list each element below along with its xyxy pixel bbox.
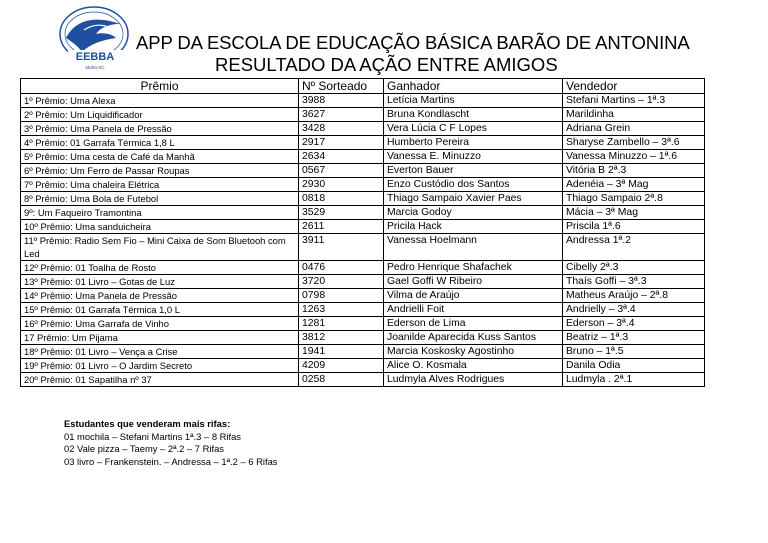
cell-numero-sorteado: 0567	[299, 164, 384, 178]
table-row	[21, 192, 705, 206]
cell-vendedor: Stefani Martins – 1ª.3	[563, 94, 705, 108]
cell-vendedor: Danila Odia	[563, 359, 705, 373]
cell-numero-sorteado: 3720	[299, 275, 384, 289]
cell-numero-sorteado: 2917	[299, 136, 384, 150]
cell-premio: 20º Prêmio: 01 Sapatilha nº 37	[21, 373, 299, 387]
cell-ganhador: Humberto Pereira	[384, 136, 563, 150]
table-row	[21, 275, 705, 289]
cell-premio: 7º Prêmio: Uma chaleira Elétrica	[21, 178, 299, 192]
cell-numero-sorteado: 0258	[299, 373, 384, 387]
cell-premio: 19º Prêmio: 01 Livro – O Jardim Secreto	[21, 359, 299, 373]
table-row	[21, 122, 705, 136]
logo-text: EEBBA	[75, 51, 115, 63]
cell-vendedor: Thiago Sampaio 2ª.8	[563, 192, 705, 206]
cell-vendedor: Vanessa Minuzzo – 1ª.6	[563, 150, 705, 164]
cell-premio: 2º Prêmio: Um Liquidificador	[21, 108, 299, 122]
table-row	[21, 136, 705, 150]
cell-premio: 14º Prêmio: Uma Panela de Pressão	[21, 289, 299, 303]
cell-premio: 17 Prêmio: Um Pijama	[21, 331, 299, 345]
cell-ganhador: Vera Lúcia C F Lopes	[384, 122, 563, 136]
cell-vendedor: Adriana Grein	[563, 122, 705, 136]
cell-numero-sorteado: 1281	[299, 317, 384, 331]
table-row	[21, 178, 705, 192]
table-row	[21, 261, 705, 275]
cell-ganhador: Letícia Martins	[384, 94, 563, 108]
cell-premio: 6º Prêmio: Um Ferro de Passar Roupas	[21, 164, 299, 178]
column-header-premio: Prêmio	[21, 79, 299, 94]
results-table	[20, 78, 705, 387]
table-row	[21, 331, 705, 345]
cell-numero-sorteado: 4209	[299, 359, 384, 373]
cell-numero-sorteado: 1941	[299, 345, 384, 359]
cell-premio: 8º Prêmio: Uma Bola de Futebol	[21, 192, 299, 206]
cell-vendedor: Bruno – 1ª.5	[563, 345, 705, 359]
cell-vendedor: Matheus Araújo – 2ª.8	[563, 289, 705, 303]
cell-vendedor: Andrielly – 3ª.4	[563, 303, 705, 317]
cell-premio: 15º Prêmio: 01 Garrafa Térmica 1,0 L	[21, 303, 299, 317]
cell-ganhador: Thiago Sampaio Xavier Paes	[384, 192, 563, 206]
table-row	[21, 303, 705, 317]
cell-premio: 3º Prêmio: Uma Panela de Pressão	[21, 122, 299, 136]
cell-premio: 4º Prêmio: 01 Garrafa Térmica 1,8 L	[21, 136, 299, 150]
column-header-vendedor: Vendedor	[563, 79, 705, 94]
table-row	[21, 94, 705, 108]
column-header-numero: Nº Sorteado	[299, 79, 384, 94]
cell-numero-sorteado: 3988	[299, 94, 384, 108]
cell-vendedor: Adenéia – 3ª Mag	[563, 178, 705, 192]
cell-numero-sorteado: 0476	[299, 261, 384, 275]
school-logo	[54, 4, 136, 72]
cell-numero-sorteado: 2930	[299, 178, 384, 192]
cell-ganhador: Ederson de Lima	[384, 317, 563, 331]
cell-ganhador: Vilma de Araújo	[384, 289, 563, 303]
table-row	[21, 359, 705, 373]
notes-line: 03 livro – Frankenstein. – Andressa – 1ª.2 – 6 Rifas	[64, 455, 278, 467]
cell-numero-sorteado: 3812	[299, 331, 384, 345]
cell-premio: 16º Prêmio: Uma Garrafa de Vinho	[21, 317, 299, 331]
cell-vendedor: Priscila 1ª.6	[563, 220, 705, 234]
table-row	[21, 150, 705, 164]
cell-ganhador: Marcia Godoy	[384, 206, 563, 220]
notes-heading: Estudantes que venderam mais rifas:	[64, 418, 231, 429]
notes-line: 02 Vale pizza – Taemy – 2ª.2 – 7 Rifas	[64, 443, 224, 454]
cell-premio: 11º Prêmio: Radio Sem Fio – Mini Caixa de Som Bluetooh com Led	[21, 234, 299, 261]
column-header-ganhador: Ganhador	[384, 79, 563, 94]
cell-vendedor: Beatriz – 1ª.3	[563, 331, 705, 345]
cell-ganhador: Gael Goffi W Ribeiro	[384, 275, 563, 289]
table-row	[21, 317, 705, 331]
cell-premio: 1º Prêmio: Uma Alexa	[21, 94, 299, 108]
cell-numero-sorteado: 3428	[299, 122, 384, 136]
cell-vendedor: Ludmyla . 2ª.1	[563, 373, 705, 387]
cell-numero-sorteado: 2611	[299, 220, 384, 234]
cell-numero-sorteado: 0798	[299, 289, 384, 303]
cell-numero-sorteado: 3529	[299, 206, 384, 220]
cell-vendedor: Ederson – 3ª.4	[563, 317, 705, 331]
cell-ganhador: Marcia Koskosky Agostinho	[384, 345, 563, 359]
cell-premio: 12º Prêmio: 01 Toalha de Rosto	[21, 261, 299, 275]
cell-premio: 13º Prêmio: 01 Livro – Gotas de Luz	[21, 275, 299, 289]
cell-ganhador: Vanessa E. Minuzzo	[384, 150, 563, 164]
page-subtitle: RESULTADO DA AÇÃO ENTRE AMIGOS	[215, 54, 558, 75]
cell-vendedor: Mácia – 3ª Mag	[563, 206, 705, 220]
table-header-row	[21, 79, 705, 94]
cell-ganhador: Bruna Kondlascht	[384, 108, 563, 122]
page-title: APP DA ESCOLA DE EDUCAÇÃO BÁSICA BARÃO DE ANTONINA	[136, 32, 690, 53]
cell-vendedor: Cibelly 2ª.3	[563, 261, 705, 275]
cell-ganhador: Alice O. Kosmala	[384, 359, 563, 373]
cell-vendedor: Marildinha	[563, 108, 705, 122]
cell-premio: 18º Prêmio: 01 Livro – Vença a Crise	[21, 345, 299, 359]
cell-numero-sorteado: 2634	[299, 150, 384, 164]
cell-ganhador: Andrielli Foit	[384, 303, 563, 317]
cell-premio: 10º Prêmio: Uma sanduicheira	[21, 220, 299, 234]
cell-ganhador: Pricila Hack	[384, 220, 563, 234]
top-sellers-notes	[64, 418, 277, 468]
table-row	[21, 108, 705, 122]
table-row	[21, 206, 705, 220]
cell-ganhador: Pedro Henrique Shafachek	[384, 261, 563, 275]
table-row	[21, 234, 705, 261]
table-row	[21, 164, 705, 178]
cell-vendedor: Vitória B 2ª.3	[563, 164, 705, 178]
cell-ganhador: Everton Bauer	[384, 164, 563, 178]
table-row	[21, 289, 705, 303]
cell-ganhador: Vanessa Hoelmann	[384, 234, 563, 261]
cell-vendedor: Sharyse Zambello – 3ª.6	[563, 136, 705, 150]
cell-vendedor: Thaís Goffi – 3ª.3	[563, 275, 705, 289]
cell-premio: 9º: Um Faqueiro Tramontina	[21, 206, 299, 220]
cell-premio: 5º Prêmio: Uma cesta de Café da Manhã	[21, 150, 299, 164]
table-row	[21, 220, 705, 234]
eagle-emblem-icon	[54, 4, 136, 72]
cell-vendedor: Andressa 1ª.2	[563, 234, 705, 261]
cell-numero-sorteado: 3627	[299, 108, 384, 122]
notes-line: 01 mochila – Stefani Martins 1ª.3 – 8 Rifas	[64, 430, 241, 442]
cell-numero-sorteado: 0818	[299, 192, 384, 206]
cell-numero-sorteado: 1263	[299, 303, 384, 317]
cell-ganhador: Joanilde Aparecida Kuss Santos	[384, 331, 563, 345]
table-row	[21, 345, 705, 359]
cell-ganhador: Enzo Custódio dos Santos	[384, 178, 563, 192]
logo-city: Mafra-SC	[85, 65, 105, 70]
cell-numero-sorteado: 3911	[299, 234, 384, 261]
cell-ganhador: Ludmyla Alves Rodrigues	[384, 373, 563, 387]
table-row	[21, 373, 705, 387]
